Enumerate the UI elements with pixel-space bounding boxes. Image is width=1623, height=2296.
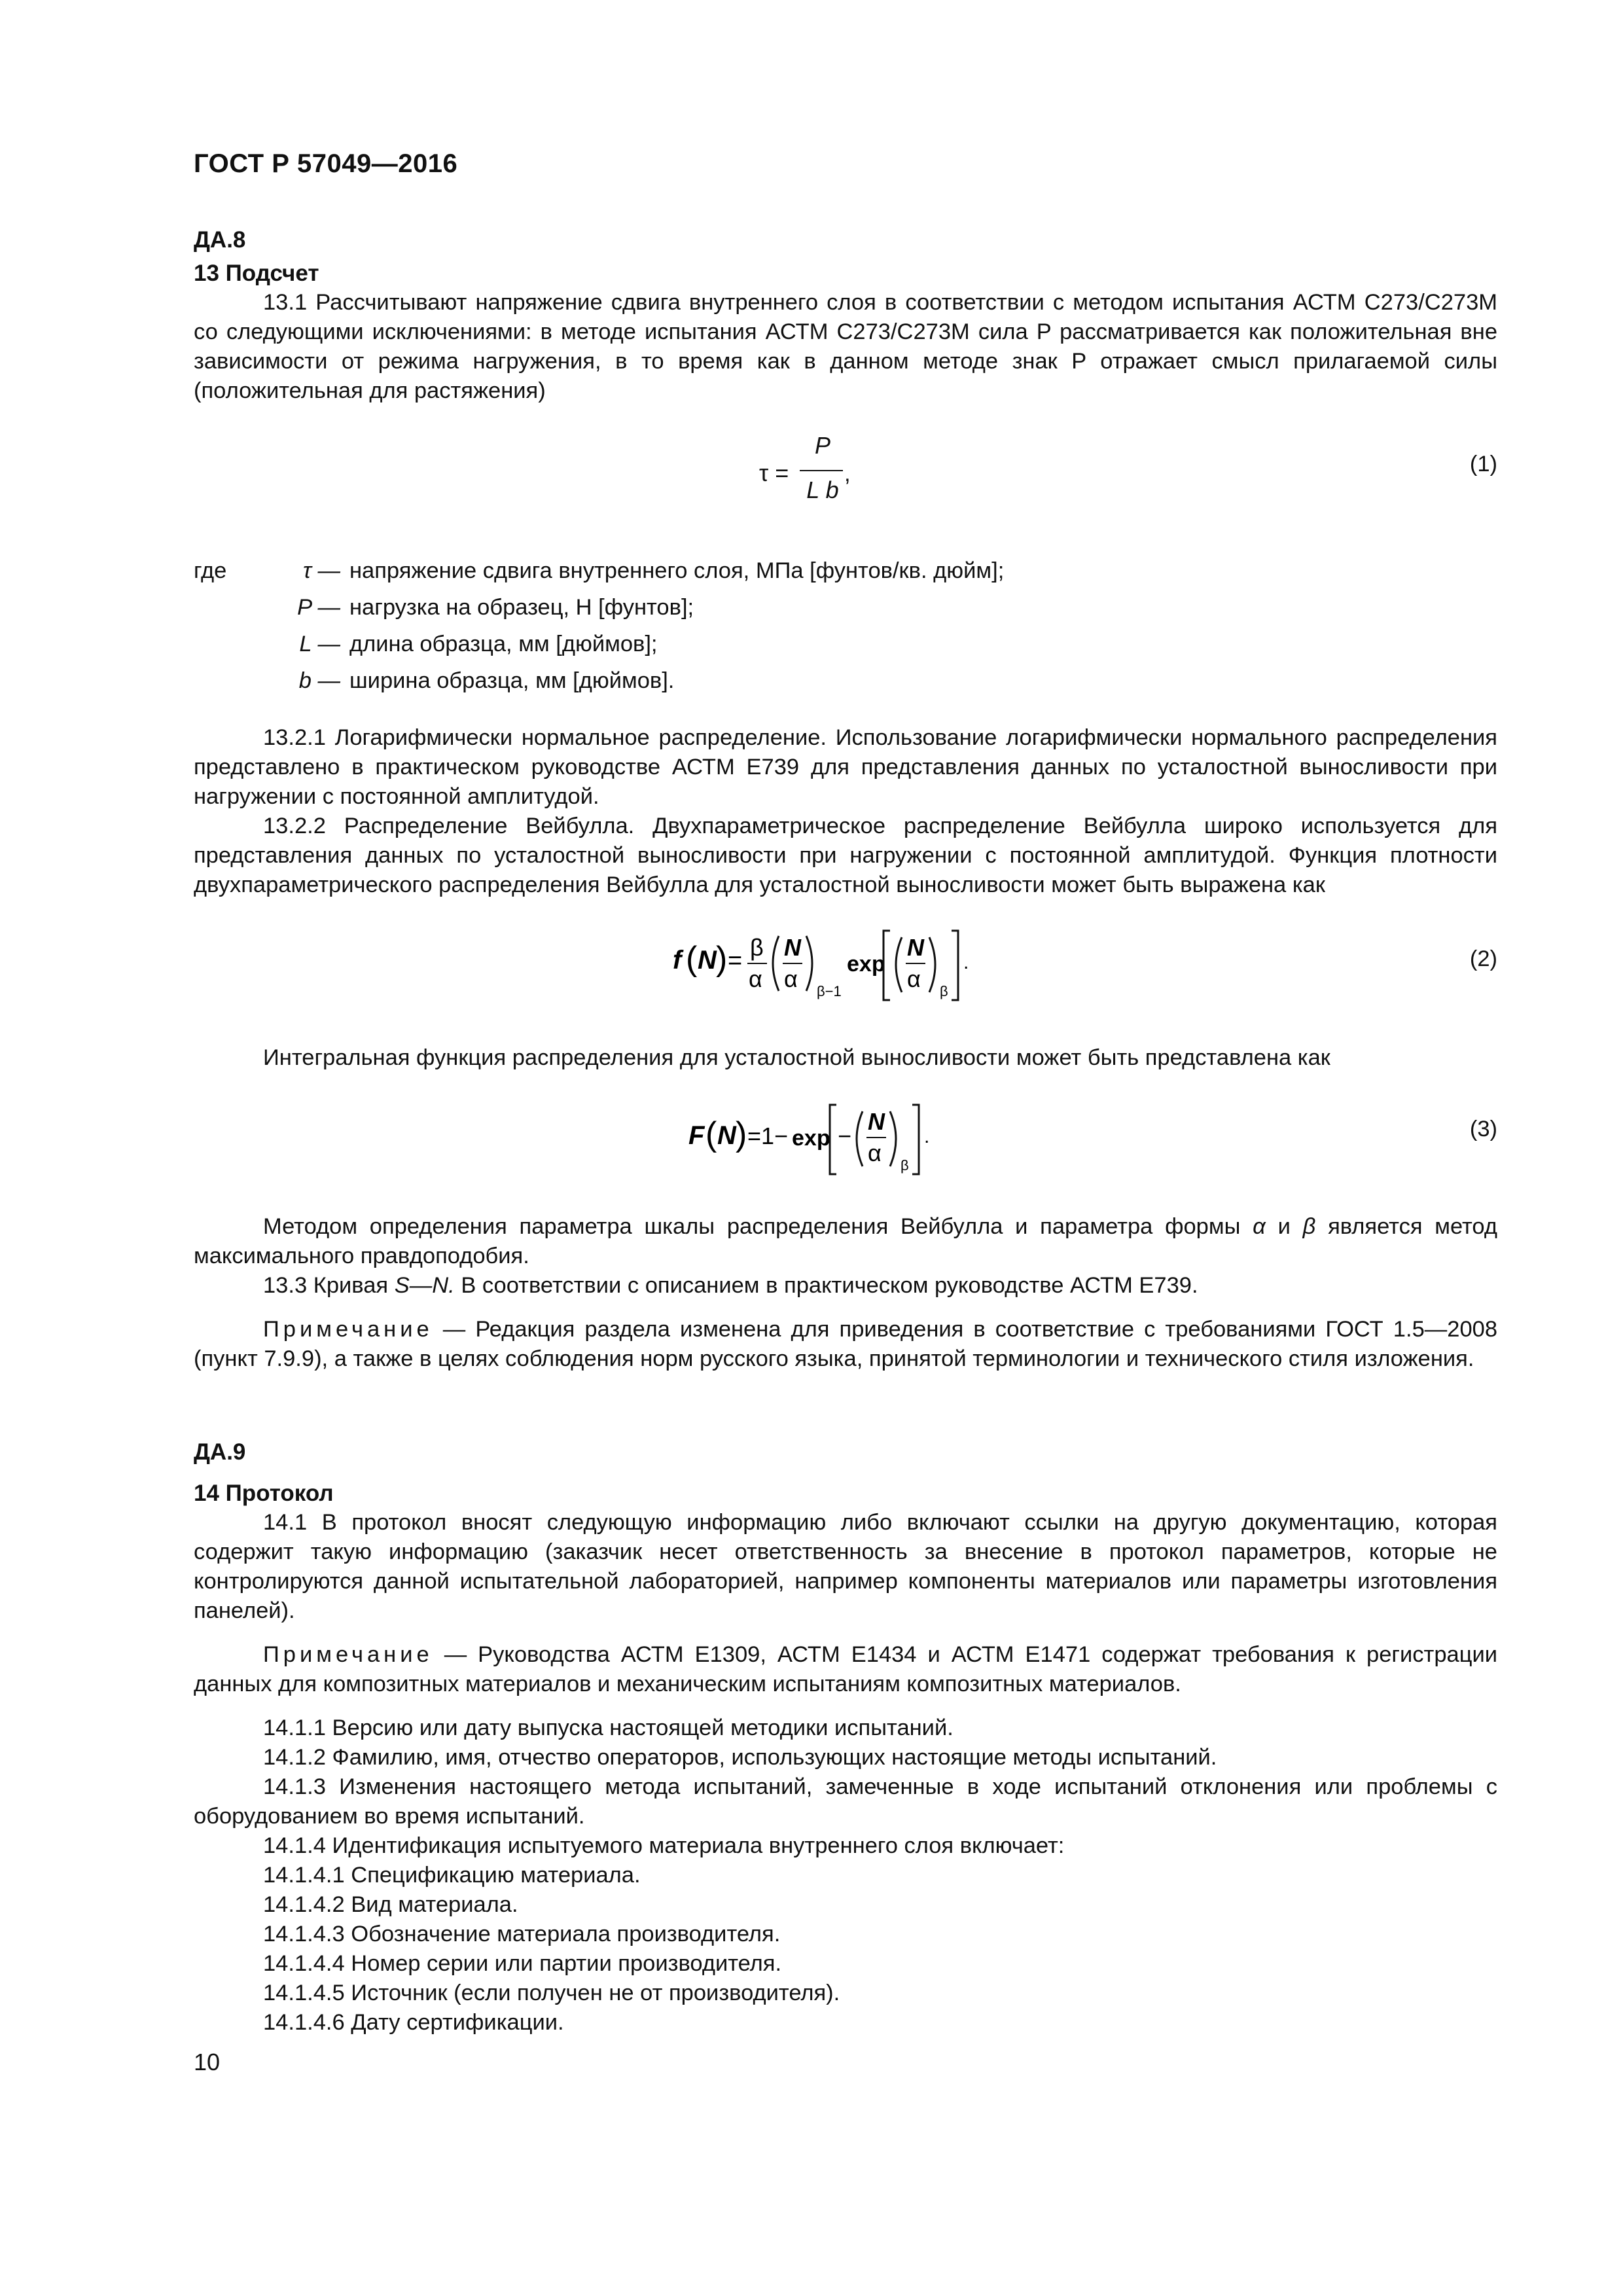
formula-2 bbox=[661, 923, 988, 1008]
formula-2-alpha: α bbox=[749, 965, 762, 992]
formula-3-dot: . bbox=[924, 1126, 930, 1147]
formula-3 bbox=[681, 1097, 969, 1182]
formula-3-alpha: α bbox=[868, 1139, 882, 1166]
formula-1-comma: , bbox=[844, 461, 851, 486]
document-header: ГОСТ Р 57049—2016 bbox=[194, 149, 458, 178]
formula-2-rparen-big bbox=[806, 936, 812, 991]
paragraph-14-1: 14.1 В протокол вносят следующую информацию либо включают ссылки на другую документацию, которая содержит такую информацию (заказчик несет ответственность за внесение в протокол параметров, которые не контролируются данной испытательной лабораторией, например компоненты материалов или параметры изготовления панелей). bbox=[194, 1510, 1497, 1623]
formula-2-N-inner: N bbox=[907, 934, 924, 961]
paragraph-13-2-2: 13.2.2 Распределение Вейбулла. Двухпараметрическое распределение Вейбулла широко используется для представления данных по усталостной выносливости при нагружении с постоянной амплитудой. Функция плотности двухпараметрического распределения Вейбулла для усталостной выносливости может быть выражена как bbox=[194, 814, 1497, 897]
note-da9 bbox=[194, 1640, 1497, 1699]
section-da9 bbox=[194, 1437, 1497, 2037]
definition-symbol: b — bbox=[298, 668, 340, 693]
section-13-2 bbox=[194, 723, 1497, 900]
paragraph-13-1: 13.1 Рассчитывают напряжение сдвига внутреннего слоя в соответствии с методом испытания АСТМ С273/С273М со следующими исключениями: в методе испытания АСТМ С273/С273М сила P рассматривается как положительная вне зависимости от режима нагружения, в то время как в данном методе знак P отражает смысл прилагаемой силы (положительная для растяжения) bbox=[194, 290, 1497, 403]
formula-3-subscript-beta: β bbox=[901, 1157, 909, 1174]
formula-2-dot: . bbox=[963, 952, 969, 973]
formula-2-rbracket bbox=[952, 931, 958, 1000]
formula-2-rparen: ) bbox=[716, 940, 728, 978]
definition-symbol: L — bbox=[299, 632, 340, 656]
list-item: 14.1.1 Версию или дату выпуска настоящей методики испытаний. bbox=[263, 1715, 954, 1740]
list-item: 14.1.4.6 Дату сертификации. bbox=[263, 2010, 564, 2035]
definition-text: длина образца, мм [дюймов]; bbox=[349, 632, 658, 656]
definition-symbol: P — bbox=[297, 595, 340, 620]
formula-3-lparen: ( bbox=[705, 1115, 717, 1153]
formula-3-N: N bbox=[717, 1121, 736, 1150]
formula-3-rparen: ) bbox=[736, 1115, 747, 1153]
appendix-label-da8: ДА.8 bbox=[194, 227, 246, 253]
note-label: Примечание bbox=[263, 1642, 433, 1667]
formula-3-N-num: N bbox=[868, 1108, 885, 1135]
formula-2-lbracket bbox=[883, 931, 890, 1000]
formula-2-lparen-big bbox=[773, 936, 779, 991]
list-item: 14.1.4.5 Источник (если получен не от производителя). bbox=[263, 1981, 840, 2005]
list-item: 14.1.4.4 Номер серии или партии производителя. bbox=[263, 1951, 782, 1976]
note-text: — Руководства АСТМ Е1309, АСТМ Е1434 и АСТМ Е1471 содержат требования к регистрации данных для композитных материалов и механическим испытаниям композитных материалов. bbox=[194, 1642, 1497, 1696]
section-13-3 bbox=[194, 1212, 1497, 1374]
list-item: 14.1.4.2 Вид материала. bbox=[263, 1892, 518, 1917]
formula-2-number: (2) bbox=[1469, 946, 1497, 971]
section-title-13: 13 Подсчет bbox=[194, 260, 319, 286]
definition-symbol: τ — bbox=[303, 558, 340, 583]
formula-1-number: (1) bbox=[1469, 452, 1497, 476]
note-label: Примечание bbox=[263, 1317, 433, 1342]
definition-row bbox=[194, 589, 1004, 626]
paragraph-13-3: 13.3 Кривая S—N. В соответствии с описанием в практическом руководстве АСТМ Е739. bbox=[263, 1273, 1198, 1298]
formula-1-numerator: P bbox=[814, 432, 830, 459]
formula-2-subscript-beta: β bbox=[940, 983, 948, 999]
formula-2-lparen: ( bbox=[686, 940, 698, 978]
definition-text: ширина образца, мм [дюймов]. bbox=[349, 668, 675, 693]
definition-row bbox=[194, 626, 1004, 662]
list-item: 14.1.4.1 Спецификацию материала. bbox=[263, 1863, 641, 1888]
formula-3-lparen-big bbox=[857, 1111, 863, 1166]
definition-row bbox=[194, 662, 1004, 699]
list-item: 14.1.2 Фамилию, имя, отчество операторов, использующих настоящие методы испытаний. bbox=[263, 1745, 1217, 1770]
formula-1-denominator: L b bbox=[806, 476, 839, 503]
page-number: 10 bbox=[194, 2049, 221, 2075]
formula-3-rparen-big bbox=[890, 1111, 896, 1166]
formula-2-subscript: β−1 bbox=[817, 983, 842, 999]
section-da8-intro bbox=[194, 225, 1497, 406]
formula-3-number: (3) bbox=[1469, 1117, 1497, 1141]
where-word: где bbox=[194, 558, 227, 583]
formula-3-lbracket bbox=[830, 1105, 836, 1174]
paragraph-integral: Интегральная функция распределения для усталостной выносливости может быть представлена как bbox=[263, 1045, 1330, 1070]
formula-3-F: F bbox=[688, 1121, 705, 1150]
formula-3-minus: − bbox=[838, 1122, 852, 1149]
formula-1-fraction-bar bbox=[800, 470, 843, 471]
formula-3-rbracket bbox=[912, 1105, 919, 1174]
appendix-label-da9: ДА.9 bbox=[194, 1439, 246, 1465]
list-item: 14.1.3 Изменения настоящего метода испытаний, замеченные в ходе испытаний отклонения или проблемы с оборудованием во время испытаний. bbox=[194, 1774, 1497, 1829]
formula-2-rparen-inner bbox=[929, 937, 935, 992]
formula-3-eq: =1− bbox=[747, 1122, 789, 1149]
definition-text: напряжение сдвига внутреннего слоя, МПа [фунтов/кв. дюйм]; bbox=[349, 558, 1005, 583]
formula-2-N-num: N bbox=[784, 934, 801, 961]
list-item: 14.1.4 Идентификация испытуемого материала внутреннего слоя включает: bbox=[263, 1833, 1065, 1858]
formula-2-lparen-inner bbox=[896, 937, 902, 992]
note-text: — Редакция раздела изменена для приведения в соответствие с требованиями ГОСТ 1.5—2008 (пункт 7.9.9), а также в целях соблюдения норм русского языка, принятой терминологии и технического стиля изложения. bbox=[194, 1317, 1498, 1371]
formula-2-f: f bbox=[673, 946, 682, 975]
section-title-14: 14 Протокол bbox=[194, 1480, 334, 1506]
paragraph-method: Методом определения параметра шкалы распределения Вейбулла и параметра формы α и β является метод максимального правдоподобия. bbox=[194, 1214, 1497, 1268]
paragraph-integral-block bbox=[194, 1043, 1497, 1073]
note-da8 bbox=[194, 1315, 1497, 1374]
formula-3-exp: exp bbox=[792, 1126, 830, 1151]
formula-2-alpha-inner: α bbox=[907, 965, 921, 992]
formula-2-beta: β bbox=[750, 934, 764, 961]
paragraph-13-2-1: 13.2.1 Логарифмически нормальное распределение. Использование логарифмически нормального распределения представлено в практическом руководстве АСТМ Е739 для представления данных по усталостной выносливости при нагружении с постоянной амплитудой. bbox=[194, 725, 1497, 809]
formula-2-equals: = bbox=[728, 947, 743, 975]
list-item: 14.1.4.3 Обозначение материала производителя. bbox=[263, 1922, 781, 1946]
formula-1-lhs: τ = bbox=[759, 459, 789, 486]
definition-row bbox=[194, 552, 1004, 589]
definitions-list bbox=[194, 552, 1004, 699]
formula-2-alpha-den: α bbox=[784, 965, 798, 992]
definition-text: нагрузка на образец, Н [фунтов]; bbox=[349, 595, 694, 620]
formula-2-N: N bbox=[698, 946, 717, 975]
formula-2-exp: exp bbox=[847, 952, 885, 977]
